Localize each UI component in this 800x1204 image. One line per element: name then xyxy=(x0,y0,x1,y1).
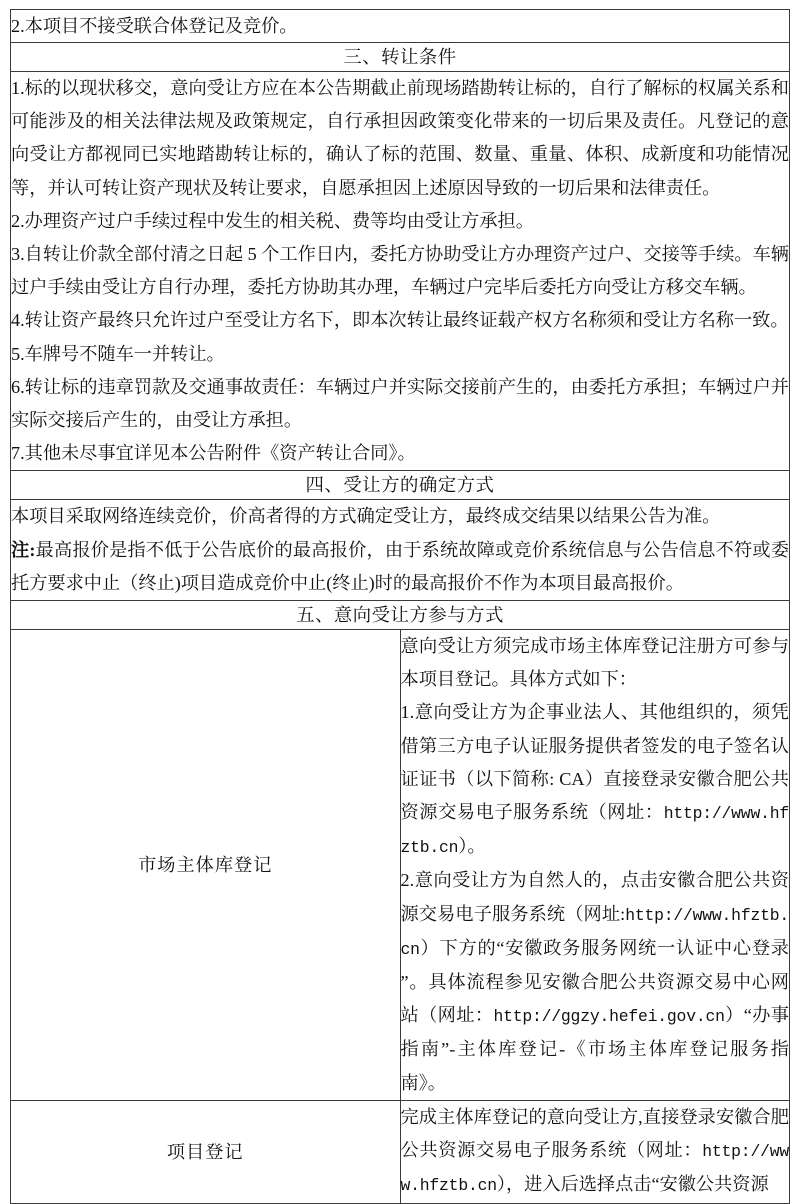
participation-text-2c: ）“办事指南”-主体库登记-《市场主体库登记服务指南》。 xyxy=(400,1005,789,1093)
participation-url-hfztb-2: http://www.hfztb.cn xyxy=(400,905,789,959)
participation-content-project-registration xyxy=(400,1100,790,1203)
participation-text-2a: 2.意向受让方为自然人的，点击安徽合肥公共资源交易电子服务系统（网址: xyxy=(400,870,789,924)
section4-heading-cell xyxy=(11,471,790,500)
section3-heading-cell xyxy=(11,43,790,72)
section3-item-1: 1.标的以现状移交，意向受让方应在本公告期截止前现场踏勘转让标的，自行了解标的权属关系和可能涉及的相关法律法规及政策规定，自行承担因政策变化带来的一切后果及责任。凡登记的意向受让方都视同已实地踏勘转让标的，确认了标的范围、数量、重量、体积、成新度和功能情况等，并认可转让资产现状及转让要求，自愿承担因上述原因导致的一切后果和法律责任。 xyxy=(11,78,789,198)
section4-body-cell xyxy=(11,500,790,601)
section3-item-2: 2.办理资产过户手续过程中发生的相关税、费等均由受让方承担。 xyxy=(11,210,534,231)
section3-item-3: 3.自转让价款全部付清之日起 5 个工作日内，委托方协助受让方办理资产过户、交接等手续。车辆过户手续由受让方自行办理，委托方协助其办理，车辆过户完毕后委托方向受让方移交车辆。 xyxy=(11,244,789,298)
table-row xyxy=(11,43,790,72)
table-row xyxy=(11,630,790,1101)
participation-content-market-registry xyxy=(400,630,790,1101)
participation-text-2b: ）下方的“安徽政务服务网统一认证中心登录 ”。具体流程参见安徽合肥公共资源交易中心网站（网址： xyxy=(400,937,789,1026)
section3-heading-text: 三、转让条件 xyxy=(343,47,457,67)
participation-url-hfztb-1: http://www.hfztb.cn xyxy=(400,804,789,858)
table-row xyxy=(11,72,790,471)
participation-paragraph-intro: 意向受让方须完成市场主体库登记注册方可参与本项目登记。具体方式如下： xyxy=(400,636,789,690)
participation-text-1b: ）。 xyxy=(458,836,486,857)
table-row xyxy=(11,1100,790,1203)
table-row xyxy=(11,601,790,630)
participation-project-text-a: 完成主体库登记的意向受让方,直接登录安徽合肥公共资源交易电子服务系统（网址： xyxy=(400,1106,789,1161)
clause-prev-2-text: 2.本项目不接受联合体登记及竞价。 xyxy=(11,16,298,36)
table-row xyxy=(11,10,790,43)
participation-project-url-hfztb: http://www.hfztb.cn xyxy=(400,1142,789,1196)
section3-body-cell xyxy=(11,72,790,471)
table-row xyxy=(11,500,790,601)
participation-paragraph-2 xyxy=(401,864,790,1099)
section4-note-body: 最高报价是指不低于公告底价的最高报价，由于系统故障或竞价系统信息与公告信息不符或委托方要求中止（终止)项目造成竞价中止(终止)时的最高报价不作为本项目最高报价。 xyxy=(11,539,789,593)
section4-heading-text: 四、受让方的确定方式 xyxy=(305,475,495,496)
participation-url-ggzy: http://ggzy.hefei.gov.cn xyxy=(493,1007,725,1027)
section3-item-5: 5.车牌号不随车一并转让。 xyxy=(11,343,225,364)
section4-note-lead: 注: xyxy=(11,539,36,560)
participation-paragraph-project xyxy=(401,1101,790,1203)
section4-body-text: 本项目采取网络连续竞价，价高者得的方式确定受让方，最终成交结果以结果公告为准。 xyxy=(11,506,721,527)
participation-paragraph-1 xyxy=(401,696,790,864)
section3-item-4: 4.转让资产最终只允许过户至受让方名下，即本次转让最终证载产权方名称须和受让方名称一致。 xyxy=(11,310,789,331)
participation-project-text-b: ），进入后选择点击“安徽公共资源 xyxy=(496,1174,769,1195)
table-row xyxy=(11,471,790,500)
section3-item-6: 6.转让标的违章罚款及交通事故责任：车辆过户并实际交接前产生的，由委托方承担；车辆过户并实际交接后产生的，由受让方承担。 xyxy=(11,376,789,431)
participation-label-text: 项目登记 xyxy=(166,1141,244,1162)
participation-label-text: 市场主体库登记 xyxy=(138,854,273,875)
section3-item-7: 7.其他未尽事宜详见本公告附件《资产转让合同》。 xyxy=(11,443,416,464)
section4-note xyxy=(11,534,789,600)
participation-label-market-registry xyxy=(11,630,401,1101)
participation-label-project-registration xyxy=(11,1100,401,1203)
announcement-table xyxy=(10,9,790,1204)
clause-prev-2-cell xyxy=(11,10,790,43)
participation-text-1a: 1.意向受让方为企事业法人、其他组织的，须凭借第三方电子认证服务提供者签发的电子签名认证证书（以下简称: CA）直接登录安徽合肥公共资源交易电子服务系统（网址： xyxy=(400,702,789,823)
section5-heading-cell xyxy=(11,601,790,630)
section5-heading-text: 五、意向受让方参与方式 xyxy=(296,605,504,626)
